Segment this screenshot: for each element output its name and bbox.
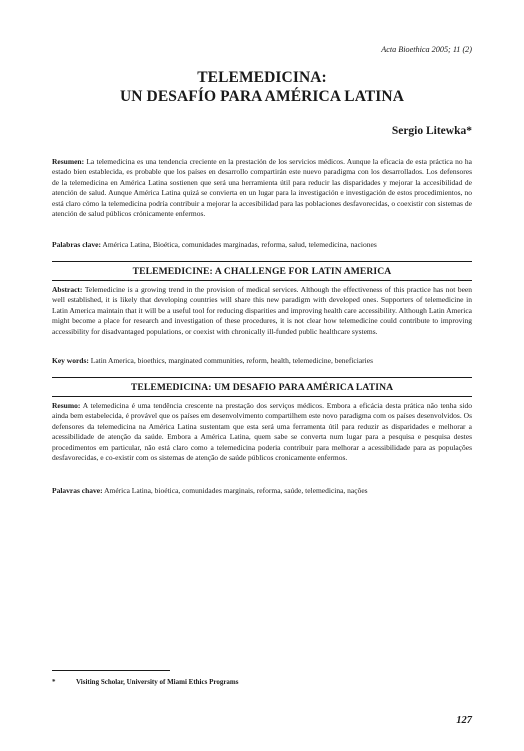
- abstract-en-label: Abstract:: [52, 285, 83, 294]
- footnote-text: Visiting Scholar, University of Miami Ethics Programs: [76, 678, 239, 686]
- abstract-es: [52, 157, 472, 219]
- divider-pt-bottom: [52, 396, 472, 397]
- title-line-2: UN DESAFÍO PARA AMÉRICA LATINA: [119, 88, 405, 105]
- title-line-1: TELEMEDICINA:: [197, 69, 327, 86]
- divider-en-top: [52, 261, 472, 262]
- footnote-divider: [52, 670, 170, 671]
- keywords-es-label: Palabras clave:: [52, 240, 101, 249]
- keywords-pt-label: Palavras chave:: [52, 486, 103, 495]
- author-name: Sergio Litewka*: [391, 125, 472, 137]
- article-title: [0, 68, 524, 106]
- keywords-es: [52, 240, 472, 250]
- page-number: 127: [456, 715, 472, 726]
- abstract-pt-text: A telemedicina é uma tendência crescente na prestação dos serviços médicos. Embora a eficácia desta prática não tenha sido ainda bem estabelecida, é provável que os países em desenvolvimento compartilhem este novo paradigma com os países desenvolvidos. Os defensores da telemedicina na América Latina sustentam que esta será uma ferramenta útil para reduzir as disparidades e melhorar a acessibilidade de atenção da saúde. Embora a América Latina, quem sabe se converta num lugar para a pesquisa e pesquisa destes procedimentos em particular, não está claro como a telemedicina poderia contribuir para melhorar a acessibilidade para as populações desfavorecidas, e co-existir com os sistemas de atenção de saúde públicos cronicamente enfermos.: [52, 401, 472, 463]
- abstract-es-label: Resumen:: [52, 157, 85, 166]
- keywords-pt: [52, 486, 472, 496]
- footnote-mark: *: [52, 678, 56, 686]
- abstract-pt: [52, 401, 472, 463]
- keywords-en: [52, 356, 472, 366]
- keywords-en-label: Key words:: [52, 356, 89, 365]
- footnote: [52, 678, 238, 686]
- section-title-en: TELEMEDICINE: A CHALLENGE FOR LATIN AMERICA: [132, 266, 392, 277]
- keywords-es-text: América Latina, Bioética, comunidades marginadas, reforma, salud, telemedicina, naciones: [100, 240, 377, 249]
- abstract-pt-label: Resumo:: [52, 401, 81, 410]
- abstract-en-text: Telemedicine is a growing trend in the provision of medical services. Although the effectiveness of this practice has not been well established, it is likely that developing countries will share this new paradigm with developed ones. Supporters of telemedicine in Latin America maintain that it will be a useful tool for reducing disparities and improving health care accessibility. Although Latin America might become a place for research and investigation of these procedures, it is not clear how telemedicine could contribute to improving accessibility for disadvantaged populations, or coexist with chronically ill-funded public healthcare systems.: [52, 285, 472, 336]
- divider-en-bottom: [52, 280, 472, 281]
- abstract-es-text: La telemedicina es una tendencia creciente en la prestación de los servicios médicos. Aunque la eficacia de esta práctica no ha estado bien establecida, es probable que los países en desarrollo compartirán este nuevo paradigma con los desarrollados. Los defensores de la telemedicina en América Latina sostienen que será una herramienta útil para reducir las disparidades y mejorar la accesibilidad de atención de salud. Aunque América Latina quizá se convierta en un lugar para la investigación e investigación de estos procedimientos, no está claro cómo la telemedicina podría contribuir a mejorar la accesibilidad para las poblaciones desfavorecidas, o coexistir con sistemas de atención de salud públicos crónicamente enfermos.: [52, 157, 472, 219]
- abstract-en: [52, 285, 472, 337]
- keywords-pt-text: América Latina, bioética, comunidades marginais, reforma, saúde, telemedicina, nações: [102, 486, 368, 495]
- section-title-pt: TELEMEDICINA: UM DESAFIO PARA AMÉRICA LATINA: [130, 382, 394, 393]
- divider-pt-top: [52, 377, 472, 378]
- journal-reference: Acta Bioethica 2005; 11 (2): [381, 45, 472, 54]
- keywords-en-text: Latin America, bioethics, marginated communities, reform, health, telemedicine, beneficiaries: [88, 356, 374, 365]
